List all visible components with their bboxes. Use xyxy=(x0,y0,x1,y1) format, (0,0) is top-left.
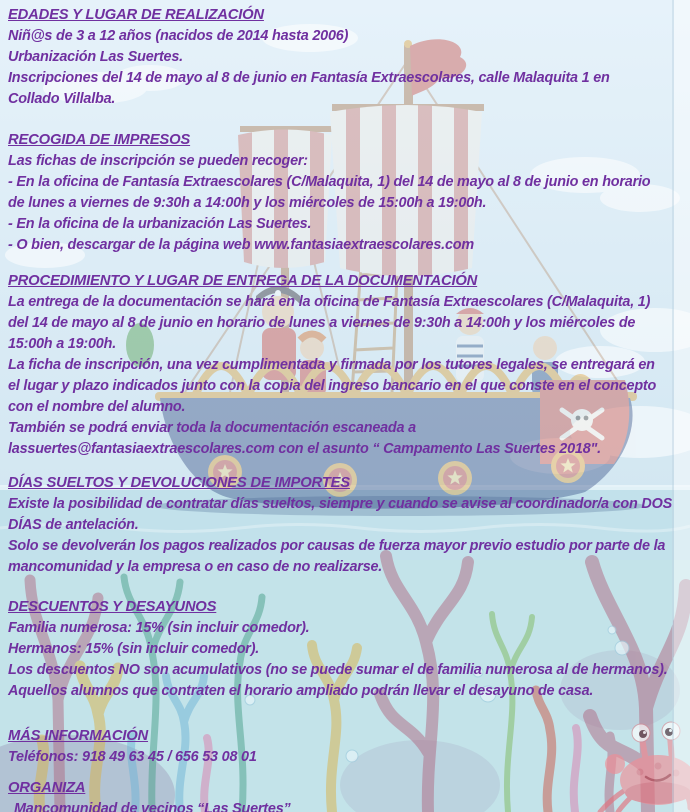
text-line: del 14 de mayo al 8 de junio en horario de lunes a viernes de 9:30h a 14:00h y los miércoles de xyxy=(8,315,636,331)
text-line: La ficha de inscripción, una vez cumplimentada y firmada por los tutores legales, se entregará en xyxy=(8,357,655,373)
section-edades xyxy=(8,5,690,110)
text-line: con el nombre del alumno. xyxy=(8,399,186,415)
text-line: Hermanos: 15% (sin incluir comedor). xyxy=(8,641,260,657)
text-line: Existe la posibilidad de contratar días sueltos, siempre y cuando se avise al coordinador/a con DOS xyxy=(8,496,672,512)
section-heading: DESCUENTOS Y DESAYUNOS xyxy=(8,599,217,615)
section-heading: RECOGIDA DE IMPRESOS xyxy=(8,132,191,148)
section-descuentos xyxy=(8,597,690,702)
text-line: Niñ@s de 3 a 12 años (nacidos de 2014 hasta 2006) xyxy=(8,28,349,44)
text-line: Las fichas de inscripción se pueden recoger: xyxy=(8,153,308,169)
section-organiza xyxy=(8,778,690,812)
text-line: Mancomunidad de vecinos “Las Suertes” xyxy=(14,801,291,812)
section-heading: PROCEDIMIENTO Y LUGAR DE ENTREGA DE LA DOCUMENTACIÓN xyxy=(8,273,478,289)
text-line: de lunes a viernes de 9:30h a 14:00h y los miércoles de 15:00h a 19:00h. xyxy=(8,195,487,211)
text-line: DÍAS de antelación. xyxy=(8,517,139,533)
section-heading: DÍAS SUELTOS Y DEVOLUCIONES DE IMPORTES xyxy=(8,475,350,491)
section-procedimiento xyxy=(8,271,690,460)
text-line: - En la oficina de la urbanización Las Suertes. xyxy=(8,216,312,232)
text-line: Collado Villalba. xyxy=(8,91,116,107)
text-line: Familia numerosa: 15% (sin incluir comedor). xyxy=(8,620,310,636)
text-line: mancomunidad y la empresa o en caso de no realizarse. xyxy=(8,559,383,575)
text-line: La entrega de la documentación se hará en la oficina de Fantasía Extraescolares (C/Malaquita, 1) xyxy=(8,294,651,310)
text-line: el lugar y plazo indicados junto con la copia del ingreso bancario en el que conste en el concepto xyxy=(8,378,657,394)
section-mas-informacion xyxy=(8,726,690,768)
text-line: lassuertes@fantasiaextraescolares.com con el asunto “ Campamento Las Suertes 2018". xyxy=(8,441,601,457)
text-line: - En la oficina de Fantasía Extraescolares (C/Malaquita, 1) del 14 de mayo al 8 de junio en horario xyxy=(8,174,651,190)
text-line: Aquellos alumnos que contraten el horario ampliado podrán llevar el desayuno de casa. xyxy=(8,683,594,699)
text-line: 15:00h a 19:00h. xyxy=(8,336,116,352)
section-dias-sueltos xyxy=(8,473,690,578)
text-line: Teléfonos: 918 49 63 45 / 656 53 08 01 xyxy=(8,749,257,765)
section-heading: MÁS INFORMACIÓN xyxy=(8,728,149,744)
section-recogida xyxy=(8,130,690,256)
text-line: Solo se devolverán los pagos realizados por causas de fuerza mayor previo estudio por parte de la xyxy=(8,538,666,554)
text-line: Urbanización Las Suertes. xyxy=(8,49,183,65)
section-heading: EDADES Y LUGAR DE REALIZACIÓN xyxy=(8,7,264,23)
text-line: - O bien, descargar de la página web www.fantasiaextraescolares.com xyxy=(8,237,474,253)
text-line: También se podrá enviar toda la documentación escaneada a xyxy=(8,420,416,436)
text-line: Inscripciones del 14 de mayo al 8 de junio en Fantasía Extraescolares, calle Malaquita 1 en xyxy=(8,70,610,86)
section-heading: ORGANIZA xyxy=(8,780,86,796)
text-line: Los descuentos NO son acumulativos (no se puede sumar el de familia numerosa al de hermanos). xyxy=(8,662,668,678)
